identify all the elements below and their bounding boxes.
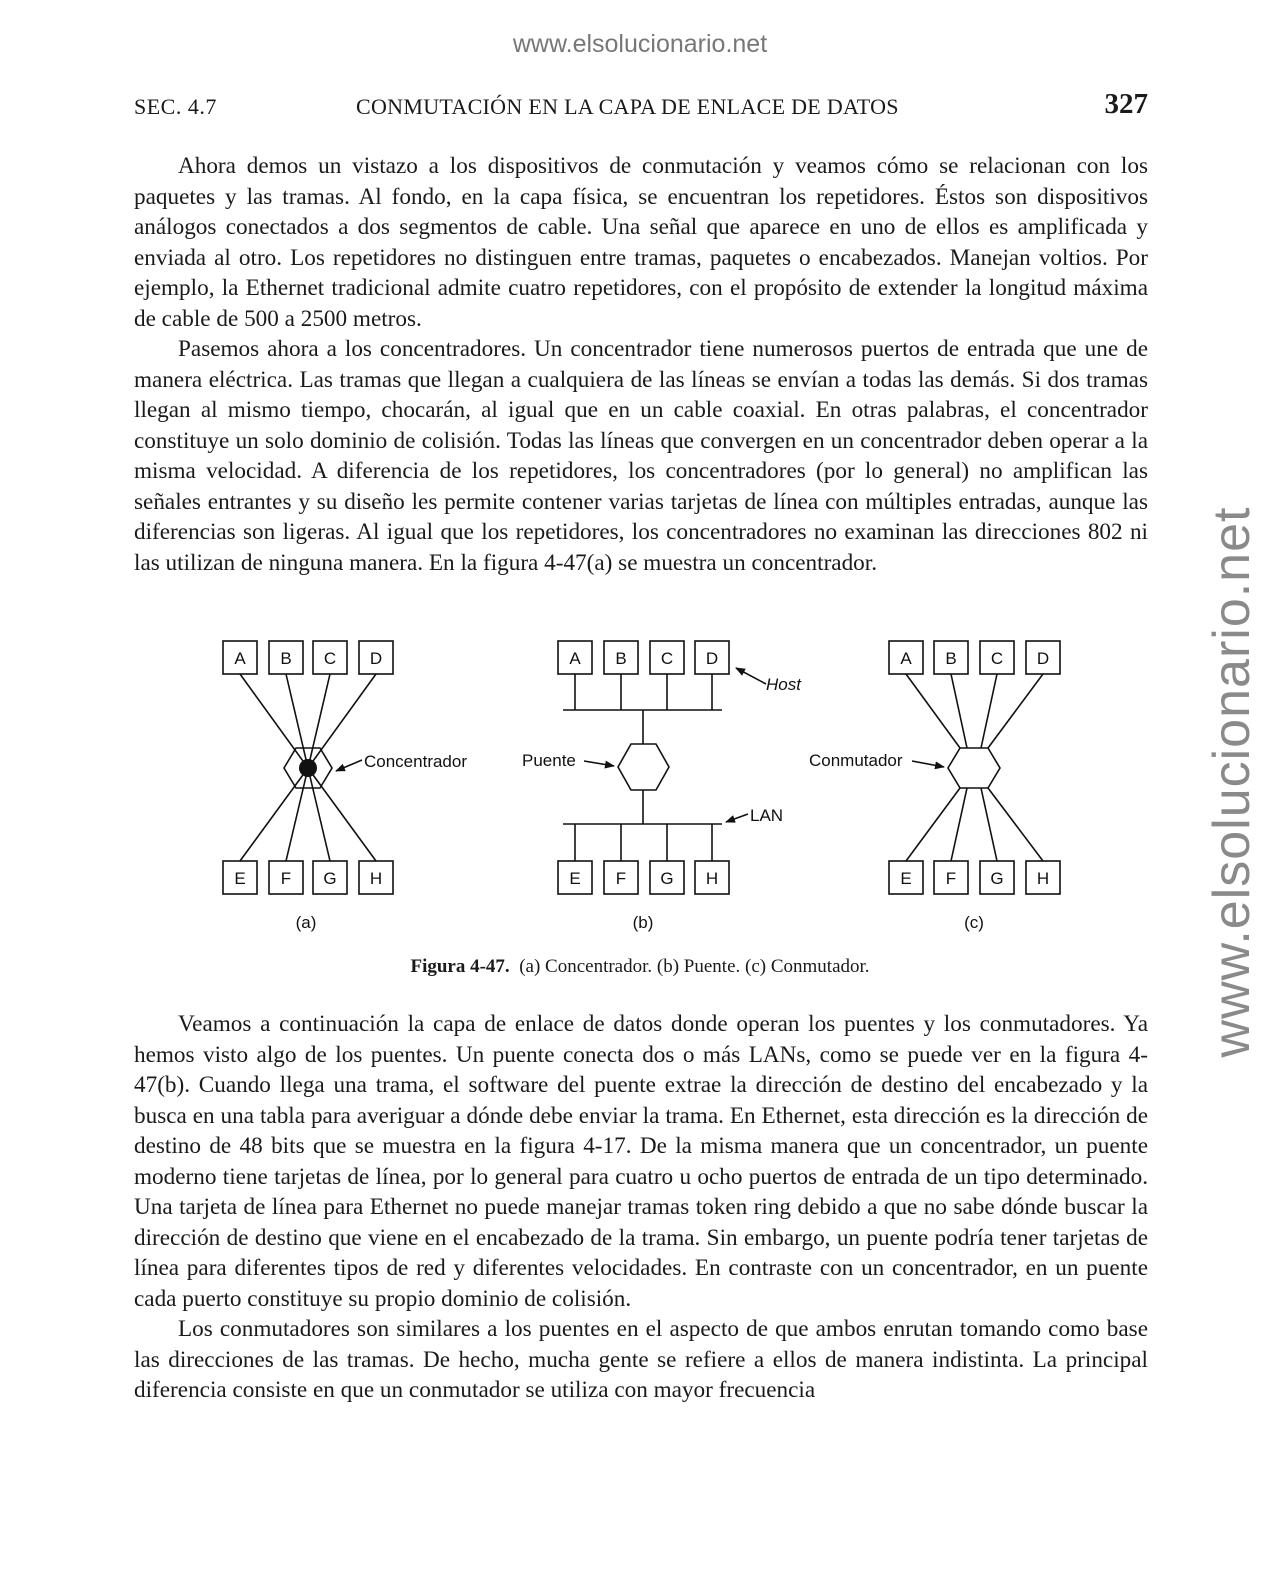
host-label-d3: D [1036, 649, 1050, 668]
sublabel-a: (a) [295, 913, 317, 932]
body-text-bottom [134, 1009, 1148, 1406]
bridge-hexagon [618, 744, 669, 790]
body-text-top [134, 151, 1148, 578]
page-number: 327 [1104, 88, 1148, 120]
host-label-e2: E [569, 869, 581, 888]
conmutador-label: Conmutador [809, 751, 903, 770]
lan-label: LAN [750, 806, 784, 825]
concentrador-arrow [336, 760, 362, 771]
host-label-e1: E [234, 869, 246, 888]
host-label-h2: H [705, 869, 719, 888]
host-label-e3: E [900, 869, 912, 888]
section-number: SEC. 4.7 [134, 94, 217, 119]
host-label-a1: A [234, 649, 246, 668]
figure-caption [0, 956, 1280, 978]
paragraph-conmutadores: Los conmutadores son similares a los puentes en el aspecto de que ambos enrutan tomando como base las direcciones de las tramas. De hecho, mucha gente se refiere a ellos de manera indistinta. La principal diferencia consiste en que un conmutador se utiliza con mayor frecuencia [134, 1316, 1148, 1403]
watermark-top: www.elsolucionario.net [512, 30, 768, 58]
paragraph-puentes: Veamos a continuación la capa de enlace de datos donde operan los puentes y los conmutadores. Ya hemos visto algo de los puentes. Un puente conecta dos o más LANs, como se puede ver en la figura 4-47(b). Cuando llega una trama, el software del puente extrae la dirección de destino del encabezado y la busca en una tabla para averiguar a dónde debe enviar la trama. En Ethernet, esta dirección es la dirección de destino de 48 bits que se muestra en la figura 4-17. De la misma manera que un concentrador, un puente moderno tiene tarjetas de línea, por lo general para cuatro u ocho puertos de entrada de un tipo determinado. Una tarjeta de línea para Ethernet no puede manejar tramas token ring debido a que no sabe dónde buscar la dirección de destino que viene en el encabezado de la trama. Sin embargo, un puente podría tener tarjetas de línea para diferentes tipos de red y diferentes velocidades. En contraste con un concentrador, en un puente cada puerto constituye su propio dominio de colisión. [134, 1011, 1148, 1312]
chapter-title: CONMUTACIÓN EN LA CAPA DE ENLACE DE DATOS [356, 94, 899, 119]
concentrador-label: Concentrador [364, 752, 468, 771]
host-label-c3: C [990, 649, 1004, 668]
running-header [134, 88, 1148, 128]
host-label-g1: G [323, 869, 337, 888]
conmutador-arrow [912, 761, 944, 767]
host-label-a2: A [569, 649, 581, 668]
sublabel-b: (b) [632, 913, 654, 932]
host-label-b2: B [615, 649, 627, 668]
host-label-d1: D [369, 649, 383, 668]
paragraph-repetidores: Ahora demos un vistazo a los dispositivos de conmutación y veamos cómo se relacionan con los paquetes y las tramas. Al fondo, en la capa física, se encuentran los repetidores. Éstos son dispositivos análogos conectados a dos segmentos de cable. Una señal que aparece en uno de ellos es amplificada y enviada al otro. Los repetidores no distinguen entre tramas, paquetes o encabezados. Manejan voltios. Por ejemplo, la Ethernet tradicional admite cuatro repetidores, con el propósito de extender la longitud máxima de cable de 500 a 2500 metros. [134, 153, 1148, 332]
host-label-c2: C [660, 649, 674, 668]
host-label-b3: B [945, 649, 957, 668]
switch-hexagon [948, 748, 1000, 788]
hub-core-dot [299, 759, 317, 777]
figure-4-47 [0, 628, 1280, 938]
caption-text: (a) Concentrador. (b) Puente. (c) Conmutador. [519, 956, 870, 977]
paragraph-concentradores: Pasemos ahora a los concentradores. Un concentrador tiene numerosos puertos de entrada que une de manera eléctrica. Las tramas que llegan a cualquiera de las líneas se envían a todas las demás. Si dos tramas llegan al mismo tiempo, chocarán, al igual que en un cable coaxial. En otras palabras, el concentrador constituye un solo dominio de colisión. Todas las líneas que convergen en un concentrador deben operar a la misma velocidad. A diferencia de los repetidores, los concentradores (por lo general) no amplifican las señales entrantes y su diseño les permite contener varias tarjetas de línea con múltiples entradas, aunque las diferencias son ligeras. Al igual que los repetidores, los concentradores no examinan las direcciones 802 ni las utilizan de ninguna manera. En la figura 4-47(a) se muestra un concentrador. [134, 336, 1148, 576]
host-label-d2: D [705, 649, 719, 668]
host-label-b1: B [280, 649, 292, 668]
caption-label: Figura 4-47. [410, 956, 510, 977]
sublabel-c: (c) [964, 913, 984, 932]
puente-arrow [584, 761, 614, 766]
host-label-g2: G [660, 869, 674, 888]
watermark-side: www.elsolucionario.net [1203, 506, 1261, 1058]
lan-arrow [726, 814, 748, 822]
host-label-c1: C [323, 649, 337, 668]
host-label-h3: H [1036, 869, 1050, 888]
host-label-a3: A [900, 649, 912, 668]
host-annotation: Host [766, 675, 801, 694]
puente-label: Puente [522, 751, 576, 770]
network-diagram [0, 628, 1280, 938]
host-label-f1: F [280, 869, 292, 888]
host-arrow [736, 668, 766, 684]
host-label-f2: F [615, 869, 627, 888]
host-label-f3: F [945, 869, 957, 888]
host-label-h1: H [369, 869, 383, 888]
host-label-g3: G [990, 869, 1004, 888]
